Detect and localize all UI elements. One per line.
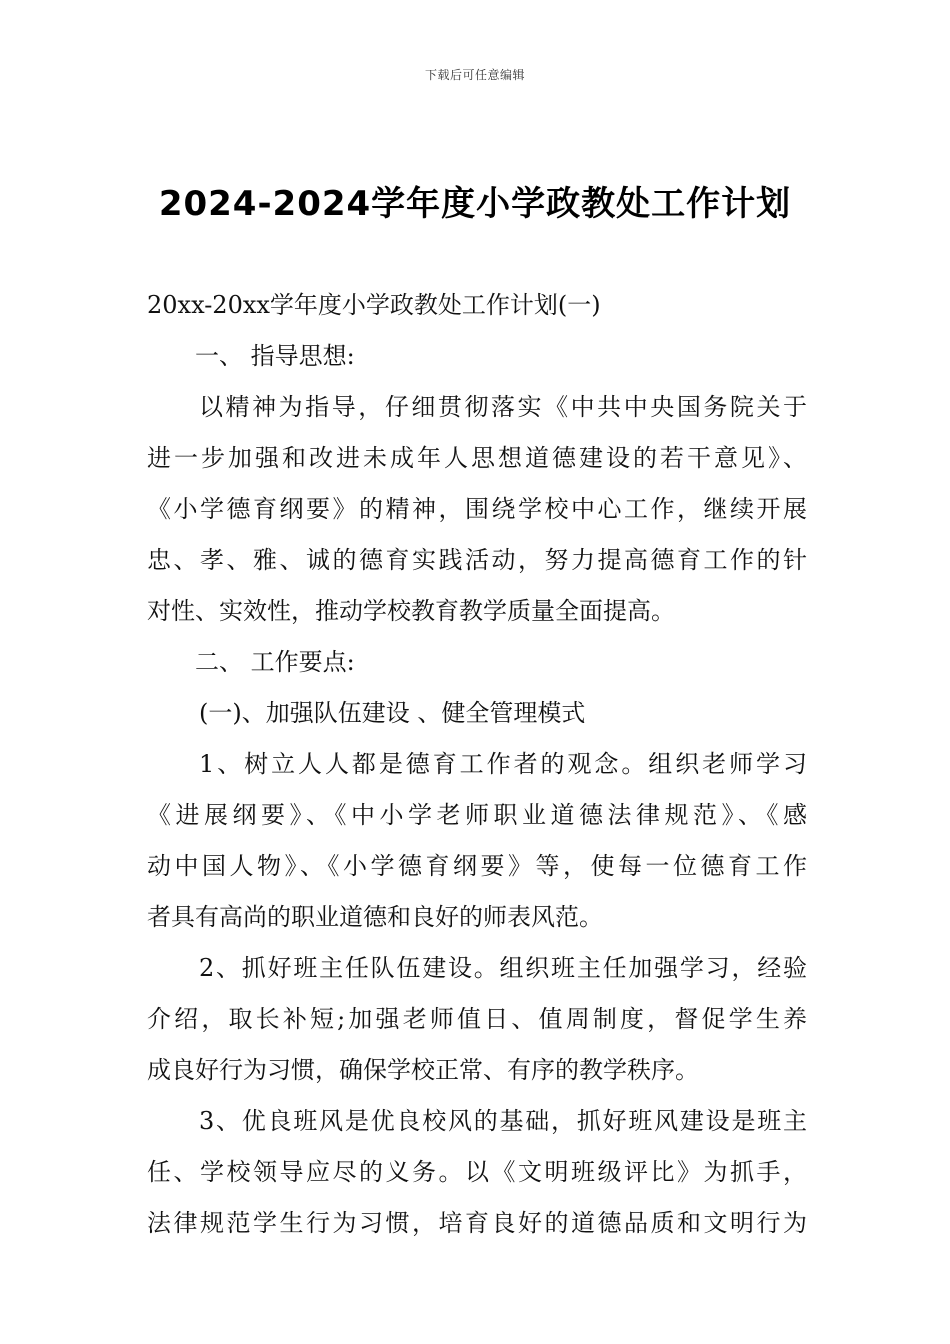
paragraph-line: 者具有高尚的职业道德和良好的师表风范。 [147, 903, 603, 931]
paragraph-line: 1、树立人人都是德育工作者的观念。组织老师学习 [199, 750, 807, 778]
paragraph-line: 3、优良班风是优良校风的基础，抓好班风建设是班主 [199, 1107, 807, 1135]
section-subtitle: 20xx-20xx学年度小学政教处工作计划(一) [147, 291, 601, 319]
paragraph-line: 《进展纲要》、《中小学老师职业道德法律规范》、《感 [147, 801, 807, 829]
paragraph-line: 动中国人物》、《小学德育纲要》等，使每一位德育工作 [147, 852, 807, 880]
document-body [147, 280, 807, 1249]
section-heading-guiding-thought: 一、 指导思想: [195, 342, 355, 370]
section-heading-work-points: 二、 工作要点: [195, 648, 355, 676]
subsection-heading: (一)、加强队伍建设 、健全管理模式 [199, 699, 586, 727]
paragraph-line: 2、抓好班主任队伍建设。组织班主任加强学习，经验 [199, 954, 807, 982]
paragraph-line: 任、学校领导应尽的义务。以《文明班级评比》为抓手， [147, 1158, 807, 1186]
paragraph-line: 进一步加强和改进未成年人思想道德建设的若干意见》、 [147, 444, 807, 472]
paragraph-line: 《小学德育纲要》的精神，围绕学校中心工作，继续开展 [147, 495, 807, 523]
paragraph-line: 对性、实效性，推动学校教育教学质量全面提高。 [147, 597, 675, 625]
paragraph-line: 以精神为指导，仔细贯彻落实《中共中央国务院关于 [199, 393, 807, 421]
paragraph-line: 成良好行为习惯，确保学校正常、有序的教学秩序。 [147, 1056, 699, 1084]
header-note: 下载后可任意编辑 [424, 68, 525, 82]
paragraph-line: 法律规范学生行为习惯，培育良好的道德品质和文明行为 [147, 1209, 807, 1237]
document-title: 2024-2024学年度小学政教处工作计划 [158, 184, 792, 224]
paragraph-line: 忠、孝、雅、诚的德育实践活动，努力提高德育工作的针 [147, 546, 807, 574]
paragraph-line: 介绍，取长补短;加强老师值日、值周制度，督促学生养 [147, 1005, 807, 1033]
